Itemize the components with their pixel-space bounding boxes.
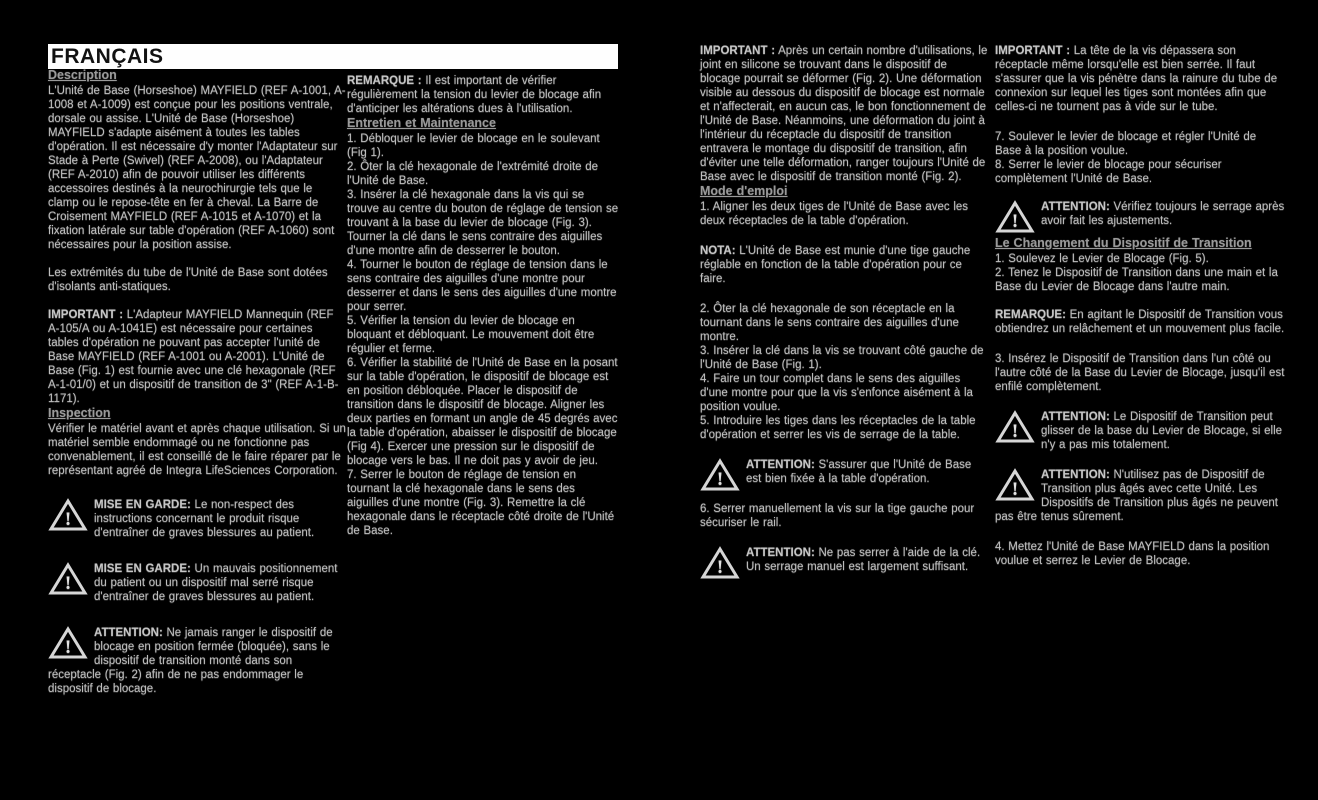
step-item: 1. Aligner les deux tiges de l'Unité de Base avec les deux réceptacles de la table d'opération. [700,201,969,227]
warning-triangle-icon [48,562,88,596]
warning-block [700,458,989,490]
warning-text: Le non-respect des instructions concernant le produit risque d'entraîner de graves blessures au patient. [94,499,315,539]
warning-text: Ne jamais ranger le dispositif de blocage en position fermée (bloquée), sans le dispositif de transition monté dans son réceptacle (Fig. 2) afin de ne pas endommager le dispositif de blocage. [48,627,333,695]
language-header-band [48,44,618,69]
step-item: 2. Ôter la clé hexagonale de l'extrémité droite de l'Unité de Base. [347,161,599,187]
step-item: 1. Débloquer le levier de blocage en le soulevant (Fig 1). [347,133,600,159]
warning-text: Vérifiez toujours le serrage après avoir fait les ajustements. [1041,201,1285,227]
step-item: 2. Ôter la clé hexagonale de son réceptacle en la tournant dans le sens contraire des aiguilles d'une montre. [700,303,959,343]
step-item: 7. Soulever le levier de blocage et régler l'Unité de Base à la position voulue. [995,131,1257,157]
warning-label: ATTENTION: [1041,469,1110,481]
svg-text:!: ! [64,573,72,594]
step-item: 3. Insérer la clé dans la vis se trouvant côté gauche de l'Unité de Base (Fig. 1). [700,345,984,371]
warning-label: ATTENTION: [746,547,815,559]
usage-steps [700,302,989,442]
step-item: 8. Serrer le levier de blocage pour sécuriser complètement l'Unité de Base. [995,159,1222,185]
warning-block [48,626,346,696]
step-item: 5. Introduire les tiges dans les réceptacles de la table d'opération et serrer les vis de serrage de la table. [700,415,976,441]
svg-text:!: ! [1011,421,1019,442]
paragraph-important: IMPORTANT : Après un certain nombre d'utilisations, le joint en silicone se trouvant dans le dispositif de blocage pourrait se déformer (Fig. 2). Une déformation visible au dessous du dispositif de blocage est normale et n'affecterait, en aucun cas, le bon fonctionnement de l'Unité de Base. Néanmoins, une déformation du joint à l'intérieur du réceptacle du dispositif de transition entravera le montage du dispositif de transition, afin d'éviter une telle déformation, ranger toujours l'Unité de Base avec le dispositif de transition monté (Fig. 2). [700,45,988,183]
warning-triangle-icon [700,458,740,492]
final-steps [995,130,1285,186]
important-label: IMPORTANT : [48,309,124,321]
warning-label: MISE EN GARDE: [94,499,191,511]
svg-text:!: ! [716,469,724,490]
step-item: 2. Tenez le Dispositif de Transition dans une main et la Base du Levier de Blocage dans l'autre main. [995,267,1278,293]
warning-triangle-icon [48,498,88,532]
section-heading-changement: Le Changement du Dispositif de Transition [995,236,1252,250]
warning-triangle-icon [995,468,1035,502]
left-page-column-2 [347,74,619,538]
step-item: 7. Serrer le bouton de réglage de tension en tournant la clé hexagonale dans le sens des aiguilles d'une montre (Fig. 3). Remettre la clé hexagonale dans le réceptacle côté droite de l'Unité de Base. [347,469,615,537]
paragraph-inspection: Vérifier le matériel avant et après chaque utilisation. Si un matériel semble endommagé ou ne fonctionne pas convenablement, il est conseillé de le faire réparer par le représentant agréé de Integra LifeSciences Corporation. [48,423,346,477]
step-item: 3. Insérez le Dispositif de Transition dans l'un côté ou l'autre côté de la Base du Levier de Blocage, jusqu'il est enfilé complètement. [995,353,1285,393]
section-heading-description: Description [48,68,117,82]
svg-text:!: ! [64,509,72,530]
warning-text: Ne pas serrer à l'aide de la clé. Un serrage manuel est largement suffisant. [746,547,981,573]
maintenance-steps [347,132,619,538]
svg-text:!: ! [1011,479,1019,500]
warning-block [995,200,1285,232]
step-item: 4. Mettez l'Unité de Base MAYFIELD dans la position voulue et serrez le Levier de Blocage. [995,541,1270,567]
warning-block [700,546,989,578]
step-item: 4. Faire un tour complet dans le sens des aiguilles d'une montre pour que la vis s'enfonce aisément à la position voulue. [700,373,973,413]
warning-block [48,562,346,604]
step-item: 3. Insérer la clé hexagonale dans la vis qui se trouve au centre du bouton de réglage de tension se trouvant à la base du levier de blocage (Fig. 3). Tourner la clé dans le sens contraire des aiguilles d'une montre afin de desserrer le bouton. [347,189,619,257]
remarque-label: REMARQUE: [995,309,1066,321]
step-item: 6. Vérifier la stabilité de l'Unité de Base en la posant sur la table d'opération, le dispositif de blocage est en position débloquée. Placer le dispositif de transition dans le dispositif de blocage. Aligner les deux parties en formant un angle de 45 degrés avec la table d'opération, abaisser le dispositif de blocage (Fig 4). Exercer une pression sur le dispositif de blocage vers le bas. Il ne doit pas y avoir de jeu. [347,357,618,467]
important-label: IMPORTANT : [700,45,776,57]
left-page-column-1 [48,68,346,696]
warning-text: Le Dispositif de Transition peut glisser de la base du Levier de Blocage, si elle n'y a pas mis totalement. [1041,411,1283,451]
warning-text: N'utilisez pas de Dispositif de Transition plus âgés avec cette Unité. Les Dispositifs de Transition plus âgés ne peuvent pas être tenus sûrement. [995,469,1278,523]
warning-label: ATTENTION: [746,459,815,471]
important-label: IMPORTANT : [995,45,1071,57]
paragraph-important: IMPORTANT : La tête de la vis dépassera son réceptacle même lorsqu'elle est bien serrée. Il faut s'assurer que la vis pénètre dans la rainure du tube de connexion sur lequel les tiges sont montées afin que celles-ci ne tournent pas à vide sur le tube. [995,45,1278,113]
step-item: 1. Soulevez le Levier de Blocage (Fig. 5). [995,253,1209,265]
nota-label: NOTA: [700,245,736,257]
section-heading-inspection: Inspection [48,406,111,420]
warning-label: ATTENTION: [94,627,163,639]
warning-triangle-icon [48,626,88,660]
right-page-column-1 [700,44,989,582]
step-item: 6. Serrer manuellement la vis sur la tige gauche pour sécuriser le rail. [700,503,975,529]
warning-block [995,410,1285,452]
warning-triangle-icon [995,410,1035,444]
warning-block [995,468,1285,524]
paragraph-isolants: Les extrémités du tube de l'Unité de Base sont dotées d'isolants anti-statiques. [48,267,328,293]
svg-text:!: ! [716,557,724,578]
warning-triangle-icon [995,200,1035,234]
svg-text:!: ! [1011,211,1019,232]
warning-label: ATTENTION: [1041,201,1110,213]
step-item: 5. Vérifier la tension du levier de blocage en bloquant et débloquant. Le mouvement doit être régulier et ferme. [347,315,595,355]
paragraph-nota: NOTA: L'Unité de Base est munie d'une tige gauche réglable en fonction de la table d'opération pour ce faire. [700,245,971,285]
warning-label: ATTENTION: [1041,411,1110,423]
svg-text:!: ! [64,637,72,658]
step-item: 4. Tourner le bouton de réglage de tension dans le sens contraire des aiguilles d'une montre pour desserrer et dans le sens des aiguilles d'une montre pour serrer. [347,259,617,313]
warning-text: Un mauvais positionnement du patient ou un dispositif mal serré risque d'entraîner de graves blessures au patient. [94,563,338,603]
warning-block [48,498,346,540]
section-heading-entretien: Entretien et Maintenance [347,116,496,130]
transition-steps [995,252,1285,294]
section-heading-mode-emploi: Mode d'emploi [700,184,788,198]
warning-label: MISE EN GARDE: [94,563,191,575]
warning-triangle-icon [700,546,740,580]
paragraph-remarque: REMARQUE : Il est important de vérifier régulièrement la tension du levier de blocage afin d'anticiper les altérations dues à l'utilisation. [347,75,602,115]
paragraph-important: IMPORTANT : L'Adapteur MAYFIELD Mannequin (REF A-105/A ou A-1041E) est nécessaire pour certaines tables d'opération ne pouvant pas accepter l'unité de Base MAYFIELD (REF A-1001 ou A-2001). L'Unité de Base (Fig. 1) est fournie avec une clé hexagonale (REF A-1-01/0) et un dispositif de transition de 3" (REF A-1-B-1171). [48,309,339,405]
remarque-label: REMARQUE : [347,75,422,87]
right-page-column-2 [995,44,1285,568]
page-title: FRANÇAIS [51,44,164,68]
paragraph-description: L'Unité de Base (Horseshoe) MAYFIELD (REF A-1001, A-1008 et A-1009) est conçue pour les positions ventrale, dorsale ou assise. L'Unité de Base (Horseshoe) MAYFIELD s'adapte aisément à toutes les tables d'opération. Il est nécessaire d'y monter l'Adaptateur sur Stade à Perte (Swivel) (REF A-2008), ou l'Adaptateur (REF A-2010) afin de pouvoir utiliser les différents accessoires destinés à la neurochirurgie tels que le clamp ou le repose-tête en fer à cheval. La Barre de Croisement MAYFIELD (REF A-1015 et A-1070) et la fixation latérale sur table d'opération (REF A-1060) sont nécessaires pour la position assise. [48,85,346,251]
warning-text: S'assurer que l'Unité de Base est bien fixée à la table d'opération. [746,459,972,485]
paragraph-remarque: REMARQUE: En agitant le Dispositif de Transition vous obtiendrez un relâchement et un mouvement plus facile. [995,309,1285,335]
